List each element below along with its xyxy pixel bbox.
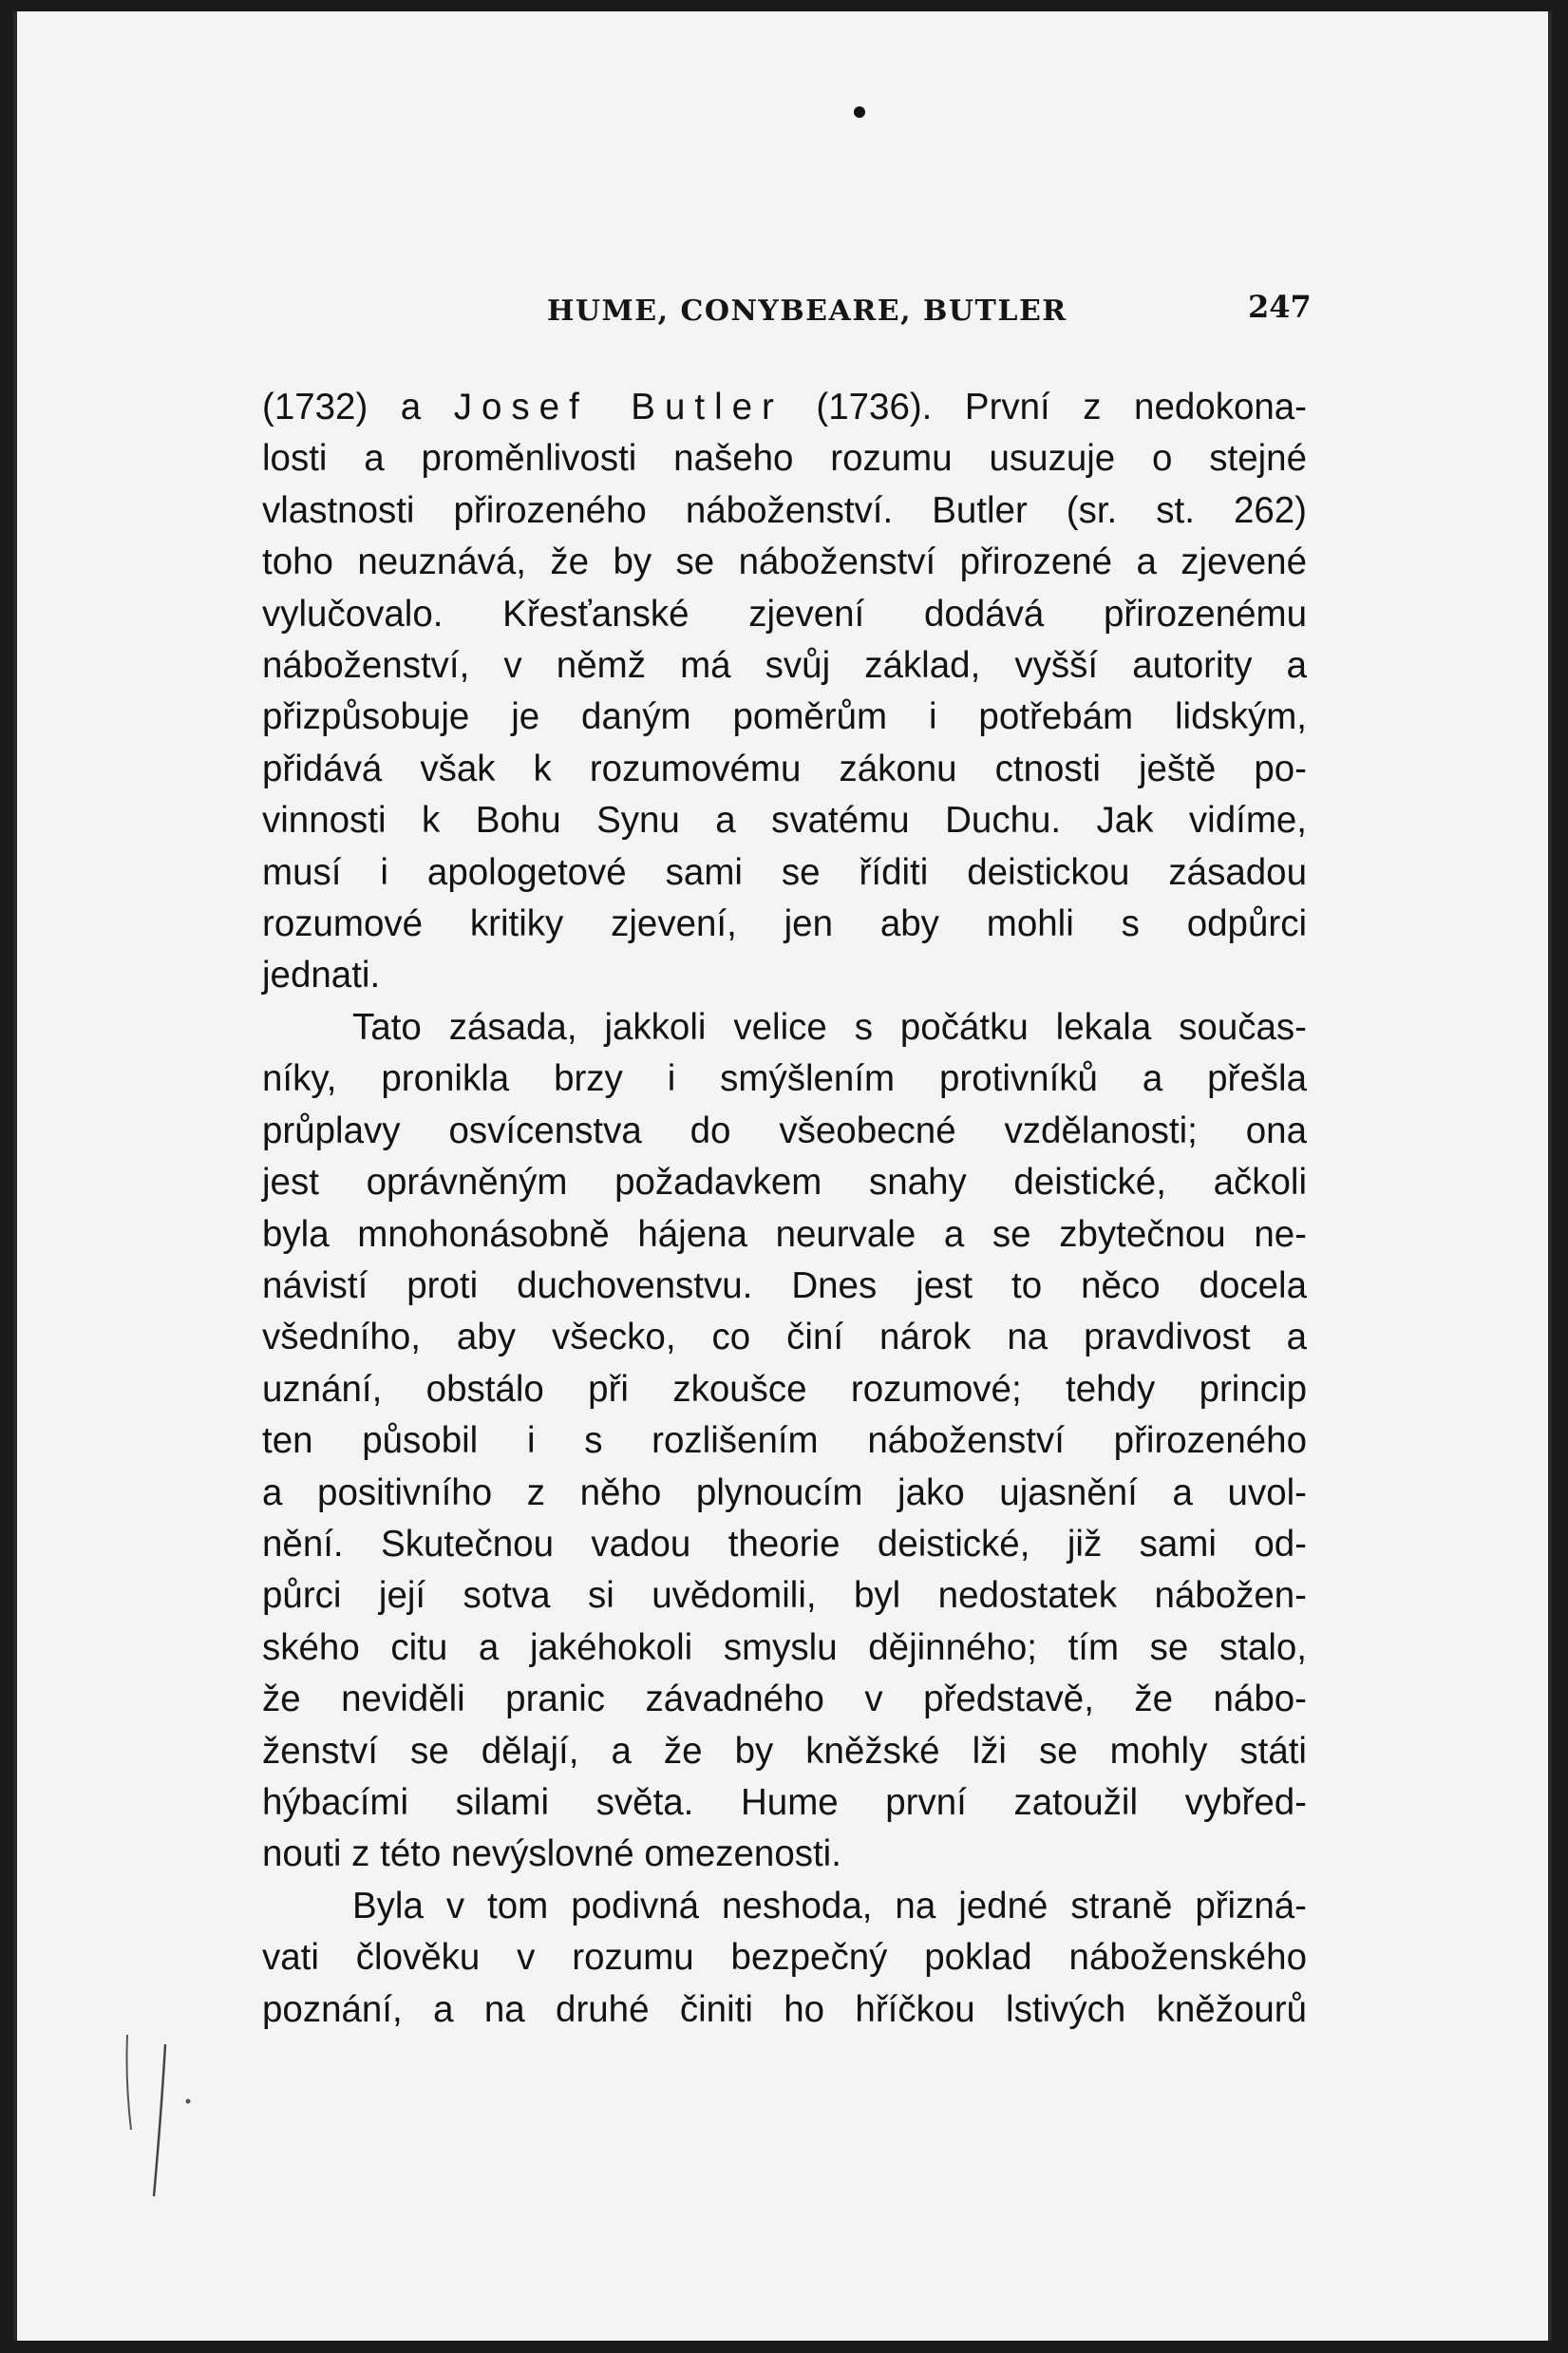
- text-line: nění. Skutečnou vadou theorie deistické, již sami od-: [262, 1523, 1307, 1565]
- text-line: poznání, a na druhé činiti ho hříčkou lstivých kněžourů: [262, 1988, 1307, 2030]
- text-line: ten působil i s rozlišením náboženství přirozeného: [262, 1420, 1307, 1462]
- page-edge-left: [13, 11, 17, 2341]
- ink-speck: [854, 106, 865, 118]
- text-line: Tato zásada, jakkoli velice s počátku lekala součas-: [352, 1006, 1307, 1048]
- text-line: jest oprávněným požadavkem snahy deistické, ačkoli: [262, 1162, 1307, 1204]
- text-line: ženství se dělají, a že by kněžské lži se mohly státi: [262, 1730, 1307, 1772]
- emphasized-name: Josef Butler: [453, 387, 784, 427]
- page-header: [262, 289, 1312, 336]
- text-line: vati člověku v rozumu bezpečný poklad náboženského: [262, 1937, 1307, 1979]
- text-line: průplavy osvícenstva do všeobecné vzdělanosti; ona: [262, 1110, 1307, 1151]
- text-line: nouti z této nevýslovné omezenosti.: [262, 1833, 841, 1875]
- running-head: HUME, CONYBEARE, BUTLER: [547, 294, 1067, 328]
- text-line: hýbacími silami světa. Hume první zatoužil vybřed-: [262, 1781, 1307, 1823]
- page-number: 247: [1248, 289, 1312, 325]
- text-line: půrci její sotva si uvědomili, byl nedostatek nábožen-: [262, 1575, 1307, 1617]
- text-line: níky, pronikla brzy i smýšlením protivníků a přešla: [262, 1058, 1307, 1100]
- body-text: [262, 382, 1307, 2036]
- paragraph-3: [262, 1881, 1307, 2036]
- text-line: návistí proti duchovenstvu. Dnes jest to něco docela: [262, 1264, 1307, 1306]
- text-line: jednati.: [262, 955, 381, 996]
- text-line: rozumové kritiky zjevení, jen aby mohli s odpůrci: [262, 903, 1307, 945]
- paragraph-2: [262, 1002, 1307, 1881]
- text-line: Byla v tom podivná neshoda, na jedné straně přizná-: [352, 1885, 1307, 1926]
- text-line: všedního, aby všecko, co činí nárok na pravdivost a: [262, 1317, 1307, 1358]
- page-edge-right: [1548, 11, 1552, 2341]
- text-line: přidává však k rozumovému zákonu ctnosti ještě po-: [262, 748, 1307, 789]
- text-line: losti a proměnlivosti našeho rozumu usuzuje o stejné: [262, 438, 1307, 480]
- book-page: [13, 11, 1552, 2341]
- text-line: vylučovalo. Křesťanské zjevení dodává přirozenému: [262, 593, 1307, 635]
- paragraph-1: [262, 382, 1307, 1002]
- text-line: uznání, obstálo při zkoušce rozumové; tehdy princip: [262, 1368, 1307, 1410]
- text-line: byla mnohonásobně hájena neurvale a se zbytečnou ne-: [262, 1213, 1307, 1255]
- text-line: vinnosti k Bohu Synu a svatému Duchu. Jak vidíme,: [262, 800, 1307, 842]
- text-line: vlastnosti přirozeného náboženství. Butler (sr. st. 262): [262, 489, 1307, 531]
- text-line: a positivního z něho plynoucím jako ujasnění a uvol-: [262, 1471, 1307, 1513]
- text-line: toho neuznává, že by se náboženství přirozené a zjevené: [262, 541, 1307, 583]
- text-line: že neviděli pranic závadného v představě, že nábo-: [262, 1679, 1307, 1720]
- margin-pencil-marks: [108, 2025, 222, 2215]
- text-line: ského citu a jakéhokoli smyslu dějinného; tím se stalo,: [262, 1626, 1307, 1668]
- text-line: (1732) a Josef Butler (1736). První z nedokona-: [262, 387, 1307, 427]
- text-line: přizpůsobuje je daným poměrům i potřebám lidským,: [262, 696, 1307, 738]
- text-line: musí i apologetové sami se říditi deistickou zásadou: [262, 851, 1307, 893]
- text-line: náboženství, v němž má svůj základ, vyšší autority a: [262, 645, 1307, 687]
